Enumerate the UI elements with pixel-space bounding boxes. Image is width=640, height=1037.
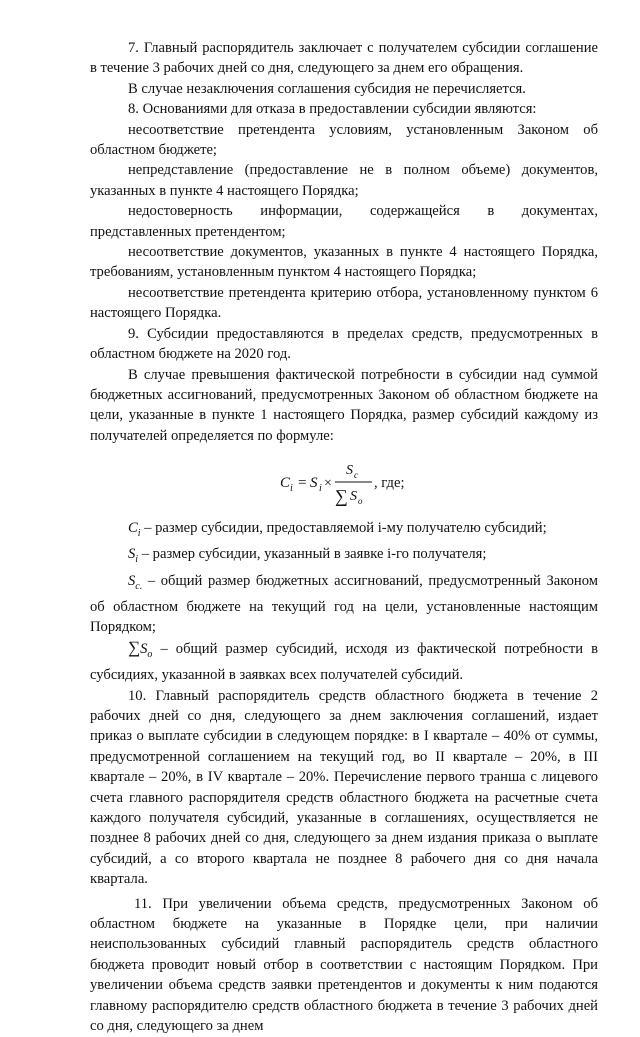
formula-si-sub: i	[319, 483, 322, 495]
formula-tail: , где;	[374, 475, 405, 492]
definition-sc-text: – общий размер бюджетных ассигнований, предусмотренный Законом об областном бюджете на текущий год на цели, установленные настоящим Порядком;	[90, 572, 598, 636]
paragraph-7: 7. Главный распорядитель заключает с получателем субсидии соглашение в течение 3 рабочих дней со дня, следующего за днем его обращения.	[90, 40, 598, 77]
definition-so	[90, 638, 598, 686]
definition-si-text: – размер субсидии, указанный в заявке i-го получателя;	[141, 546, 487, 563]
symbol-si-sub: i	[135, 554, 139, 566]
paragraph-8-item-1: несоответствие претендента условиям, установленным Законом об областном бюджете;	[90, 121, 598, 159]
formula-sum-sign: ∑	[335, 486, 348, 507]
formula-graphic	[280, 452, 420, 514]
paragraph-8-item-4: несоответствие документов, указанных в пункте 4 настоящего Порядка, требованиям, установленным пунктом 4 настоящего Порядка;	[90, 244, 598, 281]
paragraph-9: 9. Субсидии предоставляются в пределах средств, предусмотренных в областном бюджете на 2020 год.	[90, 325, 598, 363]
symbol-si: S	[128, 546, 136, 563]
paragraph-8: 8. Основаниями для отказа в предоставлении субсидии являются:	[128, 101, 537, 118]
paragraph-9-formula-intro: В случае превышения фактической потребности в субсидии над суммой бюджетных ассигнований, предусмотренных Законом об областном бюджете на цели, указанные в пункте 1 настоящего Порядка, размер субсидий каждому из получателей определяется по формуле:	[90, 366, 598, 444]
symbol-sc: S	[128, 572, 136, 589]
definition-sc	[90, 571, 598, 638]
symbol-so-sub: o	[147, 648, 153, 660]
paragraph-8-item-2: непредставление (предоставление не в полном объеме) документов, указанных в пункте 4 настоящего Порядка;	[90, 162, 598, 199]
paragraph-10: 10. Главный распорядитель средств областного бюджета в течение 2 рабочих дней со дня, следующего за днем заключения соглашений, издает приказ о выплате субсидии в следующем порядке: в I квартале – 40% от суммы, предусмотренной соглашением на текущий год, во II квартале – 20%, в III квартале – 20%, в IV квартале – 20%. Перечисление первого транша с лицевого счета главного распорядителя средств областного бюджета на расчетные счета каждого получателя субсидий, указанные в соглашениях, осуществляется не позднее 8 рабочих дней со дня, следующего за днем издания приказа о выплате субсидий, а со второго квартала не позднее 8 рабочего дня со дня начала квартала.	[90, 687, 598, 888]
paragraph-8-item-5: несоответствие претендента критерию отбора, установленному пунктом 6 настоящего Порядка.	[90, 284, 598, 322]
symbol-sum-sign: ∑	[128, 637, 141, 657]
symbol-so: S	[140, 640, 148, 657]
formula-denominator-sub: o	[358, 496, 363, 507]
definition-ci-text: – размер субсидии, предоставляемой i-му получателю субсидий;	[144, 520, 547, 537]
subsidy-formula	[90, 446, 598, 518]
formula-numerator-sub: c	[354, 470, 358, 481]
symbol-sc-sub: c.	[135, 580, 143, 592]
formula-si: S	[310, 475, 318, 492]
definition-ci	[90, 518, 598, 544]
formula-times: ×	[324, 476, 332, 492]
symbol-ci-sub: i	[137, 528, 141, 540]
formula-equals: =	[298, 475, 307, 492]
definition-si	[90, 544, 598, 570]
paragraph-11: 11. При увеличении объема средств, предусмотренных Законом об областном бюджете на указанные в Порядке цели, при наличии неиспользованных субсидий главный распорядитель средств областного бюджета проводит новый отбор в соответствии с настоящим Порядком. При увеличении объема средств заявки претендентов и документы к ним подаются главному распорядителю средств областного бюджета в течение 3 рабочих дней со дня, следующего за днем	[90, 895, 598, 1035]
paragraph-7-note: В случае незаключения соглашения субсидия не перечисляется.	[128, 80, 526, 97]
paragraph-8-item-3: недостоверность информации, содержащейся в документах, представленных претендентом;	[90, 203, 598, 240]
symbol-ci: C	[128, 520, 138, 537]
formula-lhs: C	[280, 475, 291, 492]
document-page	[90, 38, 598, 1037]
definition-so-text: – общий размер субсидий, исходя из фактической потребности в субсидиях, указанной в заявках всех получателей субсидий.	[90, 640, 598, 684]
formula-denominator: S	[350, 489, 357, 505]
formula-numerator: S	[346, 463, 353, 479]
formula-lhs-sub: i	[290, 483, 293, 495]
